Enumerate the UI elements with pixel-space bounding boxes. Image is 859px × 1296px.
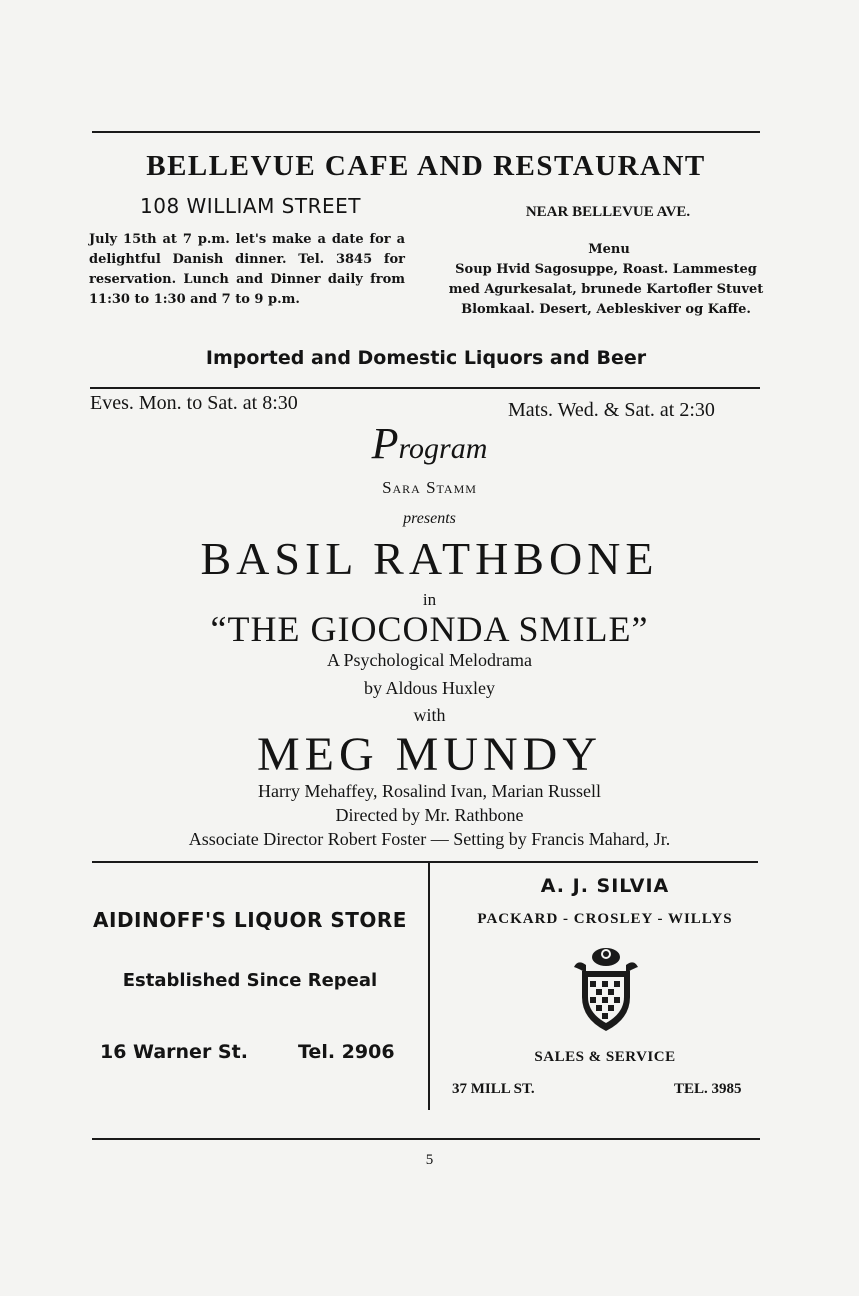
cafe-name: BELLEVUE CAFE AND RESTAURANT — [146, 150, 706, 182]
program-heading-initial: P — [371, 419, 399, 468]
menu-heading: Menu — [588, 242, 630, 257]
credits: Associate Director Robert Foster — Setting by Francis Mahard, Jr. — [188, 829, 671, 849]
packard-crest-icon — [568, 945, 644, 1033]
cast-list: Harry Mehaffey, Rosalind Ivan, Marian Russell — [258, 781, 601, 801]
director: Directed by Mr. Rathbone — [335, 805, 524, 825]
program-heading-rest: rogram — [398, 432, 488, 465]
with-word: with — [413, 705, 446, 725]
silvia-brands: PACKARD - CROSLEY - WILLYS — [477, 911, 733, 927]
ads-top-rule — [92, 861, 758, 863]
play-genre: A Psychological Melodrama — [327, 650, 532, 670]
evening-times: Eves. Mon. to Sat. at 8:30 — [90, 392, 298, 414]
bottom-rule — [92, 1138, 760, 1140]
play-author: by Aldous Huxley — [363, 678, 495, 698]
program-top-rule — [90, 387, 760, 389]
liquor-tel: Tel. 2906 — [298, 1041, 395, 1063]
silvia-name: A. J. SILVIA — [540, 875, 670, 897]
program-heading — [0, 418, 859, 469]
cafe-liquors: Imported and Domestic Liquors and Beer — [205, 347, 647, 369]
cafe-description: July 15th at 7 p.m. let's make a date for a delightful Danish dinner. Tel. 3845 for reservation. Lunch and Dinner daily from 11:30 to 1:30 and 7 to 9 p.m. — [89, 232, 405, 307]
matinee-times: Mats. Wed. & Sat. at 2:30 — [508, 399, 715, 421]
cafe-address: 108 WILLIAM STREET — [140, 194, 361, 218]
menu-text: Soup Hvid Sagosuppe, Roast. Lammesteg med Agurkesalat, brunede Kartofler Stuvet Blomkaal. Desert, Aebleskiver og Kaffe. — [448, 262, 764, 317]
in-word: in — [422, 590, 437, 609]
silvia-address: 37 MILL ST. — [452, 1081, 535, 1097]
silvia-sales-service: SALES & SERVICE — [534, 1049, 676, 1065]
top-rule — [92, 131, 760, 133]
costar-name: MEG MUNDY — [257, 728, 602, 781]
presents: presents — [403, 510, 456, 527]
liquor-established: Established Since Repeal — [122, 970, 378, 991]
ads-divider — [428, 862, 430, 1110]
liquor-address: 16 Warner St. — [100, 1041, 248, 1063]
liquor-store-name: AIDINOFF'S LIQUOR STORE — [93, 908, 407, 932]
presenter: Sara Stamm — [382, 478, 477, 497]
page-number: 5 — [425, 1152, 434, 1168]
play-title: “THE GIOCONDA SMILE” — [210, 609, 649, 649]
silvia-tel: TEL. 3985 — [674, 1081, 742, 1097]
star-name: BASIL RATHBONE — [200, 533, 659, 584]
cafe-near: NEAR BELLEVUE AVE. — [525, 204, 691, 220]
